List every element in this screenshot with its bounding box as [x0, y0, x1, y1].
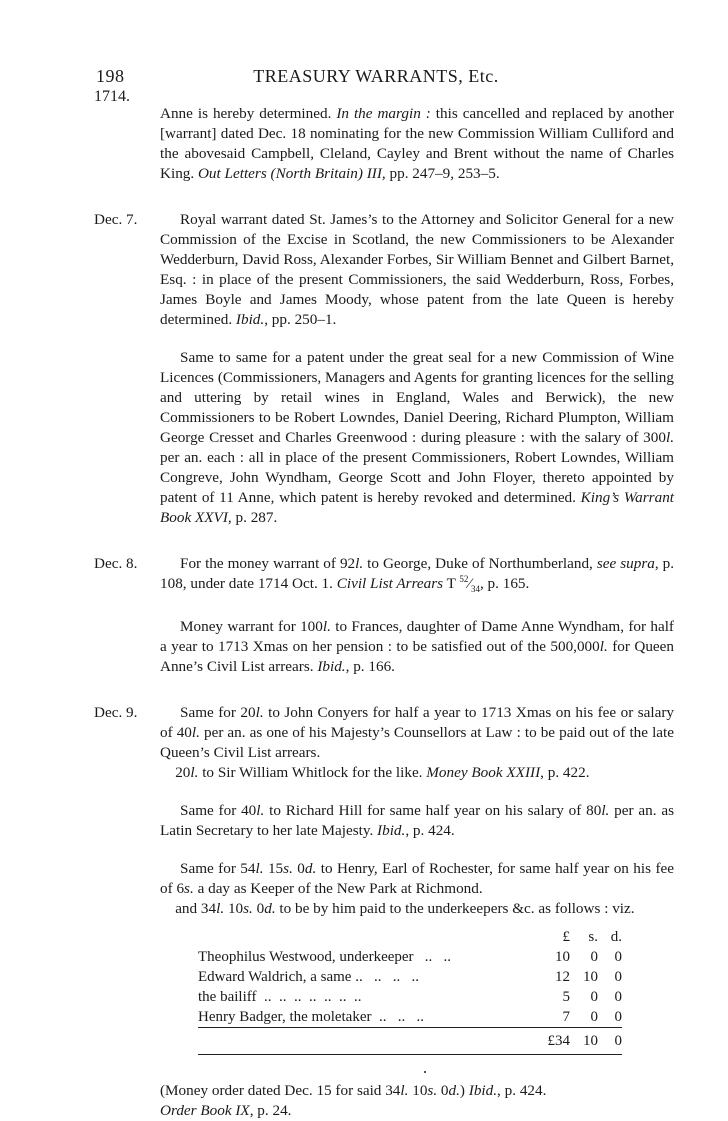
pence-header: d.: [610, 929, 622, 946]
entry-text: For the money warrant of 92l. to George, Duke of Northumberland, see supra, p. 108, under date 1714 Oct. 1. Civil List Arrears T $^{52}⁄_{34}$, p. 165.: [160, 555, 674, 595]
entry-text: Same for 20l. to John Conyers for half a year to 1713 Xmas on his fee or salary of 40l. per an. as one of his Majesty’s Counsellors at Law : to be paid out of the late Queen’s Civil List arrears. 20l. to Sir William Whitlock for the like. Money Book XXIII, p. 422.: [160, 704, 675, 782]
account-pounds: 5: [562, 989, 570, 1006]
account-item: Henry Badger, the moletaker .. .. ..: [198, 1009, 424, 1026]
account-shillings: 0: [590, 1009, 598, 1026]
entry-text: Same for 54l. 15s. 0d. to Henry, Earl of Rochester, for same half year on his fee of 6s. a day as Keeper of the New Park at Richmond. and 34l. 10s. 0d. to be by him paid to the underkeepers &c. as follows : viz.: [160, 860, 675, 918]
account-item: Theophilus Westwood, underkeeper .. ..: [198, 949, 452, 966]
total-pounds: £34: [538, 1028, 570, 1055]
account-pence: 0: [614, 969, 622, 986]
account-pounds: 10: [555, 949, 570, 966]
account-pence: 0: [614, 989, 622, 1006]
closing-note: (Money order dated Dec. 15 for said 34l. 10s. 0d.) Ibid., p. 424. Order Book IX, p. 24.: [160, 1082, 547, 1120]
account-row: [198, 967, 622, 987]
entry-date: Dec. 9.: [94, 704, 138, 722]
entry-text: Anne is hereby determined. In the margin : this cancelled and replaced by another [warrant] dated Dec. 18 nominating for the new Commission William Culliford and the abovesaid Campbell, Cleland, Cayley and Brent without the name of Charles King. Out Letters (North Britain) III, pp. 247–9, 253–5.: [160, 105, 674, 182]
account-row: [198, 1007, 622, 1028]
stray-mark: [424, 1071, 426, 1073]
account-shillings: 0: [590, 949, 598, 966]
entry-date: Dec. 7.: [94, 211, 138, 228]
entry-paragraph: [160, 104, 674, 184]
entry-paragraph: [94, 210, 674, 330]
account-pounds: 7: [562, 1009, 570, 1026]
account-shillings: 0: [590, 989, 598, 1006]
account-table: [198, 927, 622, 1055]
shillings-header: s.: [588, 929, 598, 946]
margin-year: 1714.: [94, 88, 130, 105]
entry-paragraph: [160, 859, 674, 1055]
total-pence: 0: [598, 1028, 622, 1055]
pounds-header: £: [562, 929, 570, 946]
account-pence: 0: [614, 949, 622, 966]
account-header-row: [198, 927, 622, 947]
page-number: 198: [96, 66, 125, 86]
account-row: [198, 987, 622, 1007]
entry-paragraph: [160, 801, 674, 841]
document-body: [94, 104, 674, 1121]
account-row: [198, 947, 622, 967]
entry-text: Same to same for a patent under the great seal for a new Commission of Wine Licences (Commissioners, Managers and Agents for granting licences for the selling and uttering by retail wines in England, Wales and Berwick), the new Commissioners to be Robert Lowndes, Daniel Deering, Richard Plumpton, William George Cresset and Charles Greenwood : during pleasure : with the salary of 300l. per an. each : all in place of the present Commissioners, Robert Lowndes, William Congreve, John Wyndham, George Scott and John Floyer, thereto appointed by patent of 11 Anne, which patent is hereby revoked and determined. King’s Warrant Book XXVI, p. 287.: [160, 349, 675, 526]
entry-paragraph: [160, 617, 674, 677]
entry-date: Dec. 8.: [94, 555, 138, 572]
account-item: the bailiff .. .. .. .. .. .. ..: [198, 989, 362, 1006]
page-header: [96, 66, 656, 87]
account-total-row: [198, 1028, 622, 1055]
running-title: TREASURY WARRANTS, Etc.: [253, 66, 499, 86]
entry-paragraph: [160, 348, 674, 528]
account-shillings: 10: [583, 969, 598, 986]
account-pounds: 12: [555, 969, 570, 986]
entry-text: Same for 40l. to Richard Hill for same half year on his salary of 80l. per an. as Latin Secretary to her late Majesty. Ibid., p. 424.: [160, 802, 674, 840]
entry-text: Money warrant for 100l. to Frances, daughter of Dame Anne Wyndham, for half a year to 1713 Xmas on her pension : to be satisfied out of the 500,000l. for Queen Anne’s Civil List arrears. Ibid., p. 166.: [160, 618, 674, 676]
account-pence: 0: [614, 1009, 622, 1026]
total-shillings: 10: [570, 1028, 598, 1055]
account-item: Edward Waldrich, a same .. .. .. ..: [198, 969, 419, 986]
entry-paragraph: [94, 703, 675, 783]
entry-paragraph: [94, 554, 674, 599]
entry-text: Royal warrant dated St. James’s to the Attorney and Solicitor General for a new Commission of the Excise in Scotland, the new Commissioners to be Alexander Wedderburn, David Ross, Alexander Forbes, Sir William Bennet and Gilbert Barnet, Esq. : in place of the present Commissioners, the said Wedderburn, Ross, Forbes, James Boyle and James Moody, whose patent from the late Queen is hereby determined. Ibid., pp. 250–1.: [160, 211, 674, 328]
